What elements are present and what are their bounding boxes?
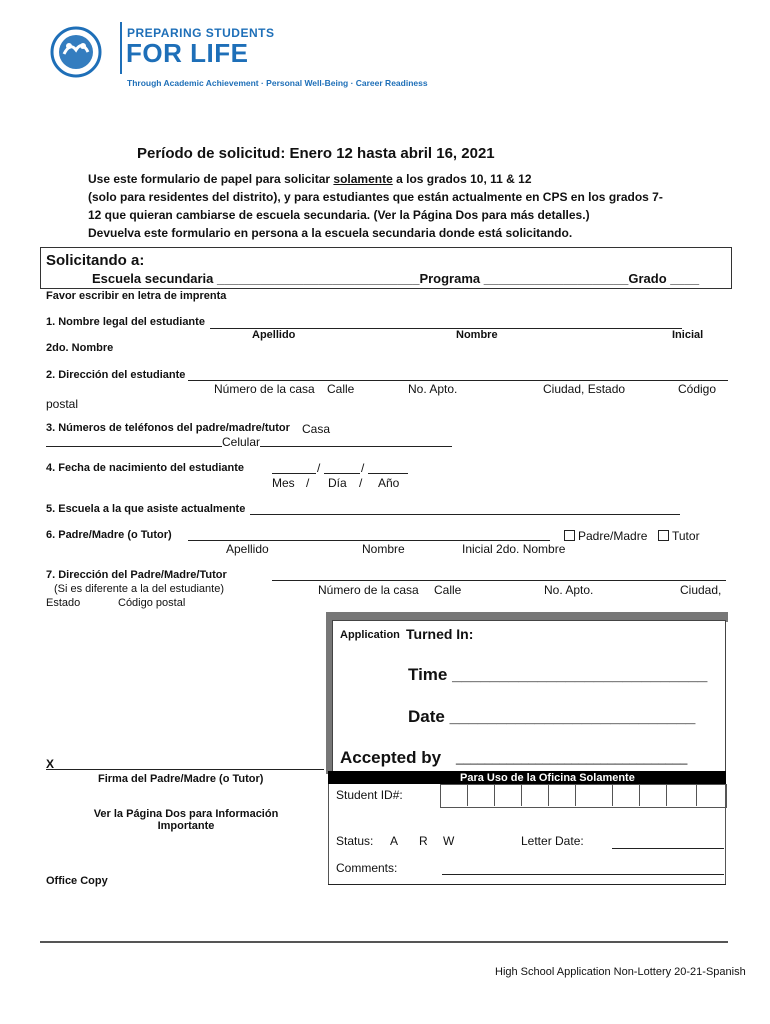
- grid-divider: [467, 784, 495, 806]
- q5-label: 5. Escuela a la que asiste actualmente: [46, 503, 246, 515]
- q4-ano: Año: [378, 476, 400, 490]
- q4-mes: Mes: [272, 476, 295, 490]
- status-w[interactable]: W: [443, 834, 455, 848]
- q2-codigo: Código: [678, 382, 717, 396]
- accepted-by-label: Accepted by: [340, 748, 442, 767]
- q4-slash2: /: [361, 461, 365, 475]
- footer-rule: [40, 941, 728, 943]
- q2-postal: postal: [46, 397, 79, 411]
- grid-divider: [639, 784, 667, 806]
- q6-inicial: Inicial 2do. Nombre: [462, 542, 566, 556]
- print-note: Favor escribir en letra de imprenta: [46, 290, 227, 302]
- district-logo: [40, 22, 112, 78]
- q2-label: 2. Dirección del estudiante: [46, 369, 186, 381]
- comments-label: Comments:: [336, 861, 398, 875]
- grid-divider: [575, 784, 603, 806]
- q7-calle: Calle: [434, 583, 462, 597]
- grid-divider: [548, 784, 576, 806]
- applying-school-line[interactable]: Escuela secundaria ____________________________Programa ____________________Grado ____: [92, 271, 700, 286]
- signature-label: Firma del Padre/Madre (o Tutor): [98, 773, 264, 785]
- logo-separator: [120, 22, 122, 74]
- office-header: Para Uso de la Oficina Solamente: [460, 772, 635, 784]
- q1-label: 1. Nombre legal del estudiante: [46, 316, 205, 328]
- turned-in-date[interactable]: Date __________________________: [408, 707, 696, 726]
- q4-dia: Día: [328, 476, 347, 490]
- q4-slash4: /: [359, 476, 363, 490]
- status-a[interactable]: A: [390, 834, 399, 848]
- q6-padre-madre-option[interactable]: Padre/Madre: [564, 529, 647, 543]
- q7-numero: Número de la casa: [318, 583, 419, 597]
- q3-label: 3. Números de teléfonos del padre/madre/tutor: [46, 422, 290, 434]
- checkbox-icon[interactable]: [658, 530, 669, 541]
- q3-celular: Celular: [222, 435, 261, 449]
- q7-label: 7. Dirección del Padre/Madre/Tutor: [46, 569, 227, 581]
- q2-numero: Número de la casa: [214, 382, 315, 396]
- q7-line[interactable]: [272, 580, 726, 581]
- q7-estado: Estado: [46, 597, 81, 609]
- q4-dia-line[interactable]: [324, 473, 360, 474]
- office-box-left: [328, 784, 329, 884]
- letter-date-label: Letter Date:: [521, 834, 584, 848]
- student-id-label: Student ID#:: [336, 788, 403, 802]
- q7-sub: (Si es diferente a la del estudiante): [54, 583, 224, 595]
- q2-line[interactable]: [188, 380, 728, 381]
- status-r[interactable]: R: [419, 834, 428, 848]
- office-box-bottom: [328, 884, 726, 885]
- q7-ciudad: Ciudad,: [680, 583, 722, 597]
- q4-label: 4. Fecha de nacimiento del estudiante: [46, 462, 245, 474]
- q7-codigo-postal: Código postal: [118, 597, 186, 609]
- accepted-by-line[interactable]: ________________________________: [456, 750, 688, 765]
- grid-divider: [696, 784, 724, 806]
- q4-ano-line[interactable]: [368, 473, 408, 474]
- q1-nombre: Nombre: [456, 329, 498, 341]
- q6-tutor-option[interactable]: Tutor: [658, 529, 700, 543]
- q6-line[interactable]: [188, 540, 550, 541]
- q7-apto: No. Apto.: [544, 583, 594, 597]
- status-label: Status:: [336, 834, 374, 848]
- office-copy-label: Office Copy: [46, 875, 108, 887]
- q1-inicial: Inicial: [672, 329, 704, 341]
- period-title: Período de solicitud: Enero 12 hasta abril 16, 2021: [137, 145, 495, 162]
- applying-title: Solicitando a:: [46, 252, 145, 269]
- q3-casa-line[interactable]: [46, 446, 222, 447]
- q6-label: 6. Padre/Madre (o Tutor): [46, 529, 172, 541]
- signature-line[interactable]: [46, 769, 324, 770]
- grid-divider: [521, 784, 549, 806]
- q6-nombre: Nombre: [362, 542, 405, 556]
- intro-text: Use este formulario de papel para solicitar solamente a los grados 10, 11 & 12 (solo para residentes del distrito), y para estudiantes que están actualmente en CPS en los grados 7- 12 que quieran cambiarse de escuela secundaria. (Ver la Página Dos para más detalles.) Devuelva este formulario en persona a la escuela secundaria donde está solicitando.: [88, 172, 663, 240]
- brand-line2: FOR LIFE: [126, 38, 249, 68]
- turned-in-time[interactable]: Time ___________________________: [408, 665, 708, 684]
- grid-divider: [666, 784, 694, 806]
- q3-celular-line[interactable]: [260, 446, 452, 447]
- q2-ciudad: Ciudad, Estado: [543, 382, 626, 396]
- grid-divider: [612, 784, 640, 806]
- q1-apellido: Apellido: [252, 329, 296, 341]
- see-page-two: Ver la Página Dos para Información Importante: [93, 808, 279, 832]
- q4-slash3: /: [306, 476, 310, 490]
- checkbox-icon[interactable]: [564, 530, 575, 541]
- letter-date-line[interactable]: [612, 848, 724, 849]
- q1-segundo: 2do. Nombre: [46, 342, 114, 354]
- q5-line[interactable]: [250, 514, 680, 515]
- turned-in-label: Turned In:: [406, 626, 474, 642]
- brand-line1: PREPARING STUDENTS: [127, 26, 275, 40]
- footer-text: High School Application Non-Lottery 20-21-Spanish: [495, 966, 746, 978]
- q4-mes-line[interactable]: [272, 473, 316, 474]
- comments-line-1[interactable]: [442, 874, 724, 875]
- signature-x: X: [46, 757, 55, 771]
- turned-in-app: Application: [340, 629, 400, 641]
- q6-apellido: Apellido: [226, 542, 269, 556]
- grid-divider: [494, 784, 522, 806]
- q2-apto: No. Apto.: [408, 382, 458, 396]
- q2-calle: Calle: [327, 382, 355, 396]
- q4-slash1: /: [317, 461, 321, 475]
- q3-casa: Casa: [302, 422, 331, 436]
- tagline: Through Academic Achievement · Personal Well-Being · Career Readiness: [127, 78, 428, 88]
